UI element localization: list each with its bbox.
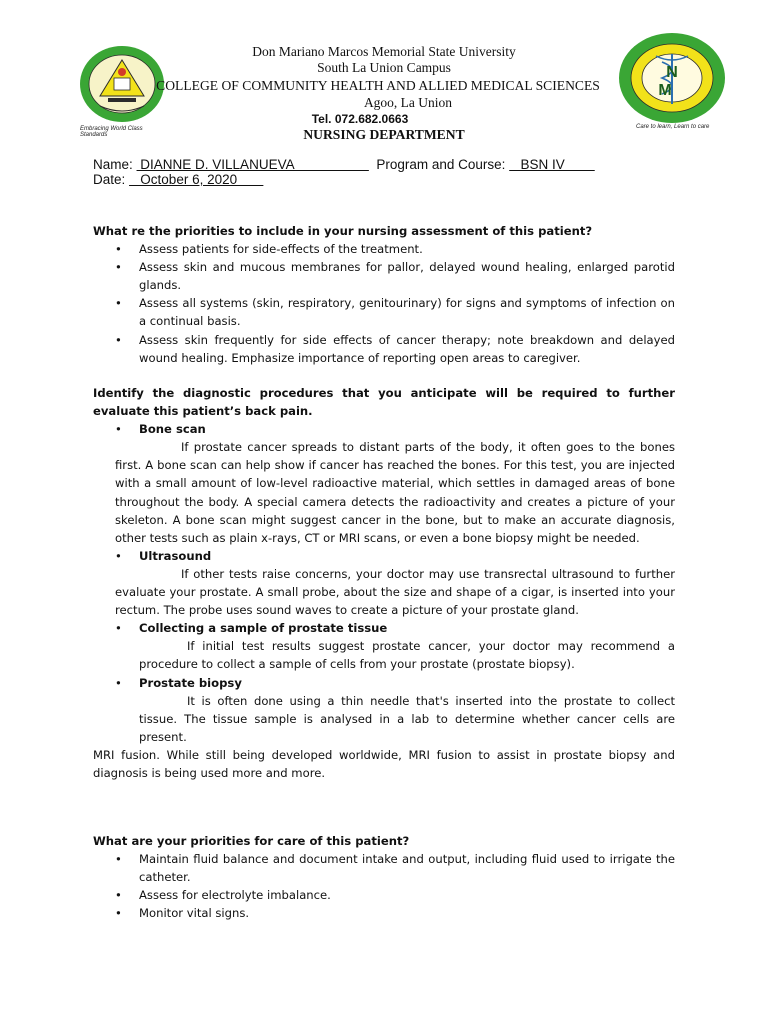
program-value: BSN IV <box>509 157 595 172</box>
list-item-text: Maintain fluid balance and document intake and output, including fluid used to irrigate the catheter. <box>139 852 675 885</box>
date-value: October 6, 2020 <box>129 172 264 187</box>
list-item-text: Assess patients for side-effects of the treatment. <box>139 242 423 257</box>
list-item <box>93 674 675 692</box>
biopsy-text: It is often done using a thin needle that's inserted into the prostate to collect tissue. The tissue sample is analysed in a lab to determine whether cancer cells are present. <box>139 693 675 744</box>
list-item-text: Monitor vital signs. <box>139 906 250 921</box>
bullet-icon: • <box>115 675 122 690</box>
bullet-icon: • <box>115 422 122 437</box>
right-logo-letters: N M <box>658 64 692 99</box>
bullet-icon: • <box>115 332 122 347</box>
list-item-text: Assess all systems (skin, respiratory, genitourinary) for signs and symptoms of infection on a continual basis. <box>139 296 675 329</box>
bone-scan-text: If prostate cancer spreads to distant parts of the body, it often goes to the bones first. A bone scan can help show if cancer has reached the bones. For this test, you are injected with a small amount of low-level radioactive material, which settles in damaged areas of bone throughout the body. A special camera detects the radioactivity and creates a picture of your skeleton. A bone scan might suggest cancer in the bone, but to make an accurate diagnosis, other tests such as plain x-rays, CT or MRI scans, or even a bone biopsy might be needed. <box>115 440 675 545</box>
date-label: Date: <box>93 172 126 187</box>
section-diagnostics <box>93 384 675 782</box>
bullet-icon: • <box>115 852 122 867</box>
bullet-icon: • <box>115 548 122 563</box>
ultrasound-text: If other tests raise concerns, your doctor may use transrectal ultrasound to further evaluate your prostate. A small probe, about the size and shape of a cigar, is inserted into your rectum. The probe uses sound waves to create a picture of your prostate gland. <box>115 566 675 618</box>
tissue-text: If initial test results suggest prostate cancer, your doctor may recommend a procedure to collect a sample of cells from your prostate (prostate biopsy). <box>139 639 675 672</box>
list-item <box>93 420 675 438</box>
question-care: What are your priorities for care of this patient? <box>93 834 410 848</box>
list-item <box>93 240 675 258</box>
telephone: Tel. 072.682.0663 <box>311 112 409 126</box>
campus-name: South La Union Campus <box>317 60 451 75</box>
bone-scan-title: Bone scan <box>139 422 206 437</box>
bullet-icon: • <box>115 242 122 257</box>
right-logo-caption: Care to learn, Learn to care <box>636 124 710 130</box>
date-row <box>93 172 263 188</box>
section-assessment <box>93 222 675 367</box>
list-item <box>93 886 675 904</box>
care-list <box>93 850 675 922</box>
list-item-text: Assess for electrolyte imbalance. <box>139 888 331 903</box>
diagnostics-list <box>93 619 675 637</box>
diagnostics-list <box>93 547 675 565</box>
name-row <box>93 157 595 173</box>
bullet-icon: • <box>115 621 122 636</box>
diagnostics-list <box>93 420 675 438</box>
location: Agoo, La Union <box>363 95 453 110</box>
biopsy-title: Prostate biopsy <box>139 675 242 690</box>
list-item <box>93 850 675 886</box>
bullet-icon: • <box>115 260 122 275</box>
question-diagnostics: Identify the diagnostic procedures that you anticipate will be required to further evaluate this patient’s back pain. <box>93 386 675 419</box>
left-logo-caption: Embracing World Class Standards <box>80 126 143 138</box>
name-value: DIANNE D. VILLANUEVA <box>136 157 369 172</box>
tissue-title: Collecting a sample of prostate tissue <box>139 621 388 636</box>
list-item <box>93 547 675 565</box>
bullet-icon: • <box>115 906 122 921</box>
name-label: Name: <box>93 157 133 172</box>
list-item-text: Assess skin and mucous membranes for pallor, delayed wound healing, enlarged parotid glands. <box>139 260 675 293</box>
college-name: COLLEGE OF COMMUNITY HEALTH AND ALLIED MEDICAL SCIENCES <box>156 78 600 93</box>
department-title: NURSING DEPARTMENT <box>303 127 465 142</box>
diagnostics-list <box>93 674 675 692</box>
list-item <box>93 331 675 367</box>
list-item-text: Assess skin frequently for side effects of cancer therapy; note breakdown and delayed wound healing. Emphasize importance of reporting open areas to caregiver. <box>139 332 675 365</box>
mri-text: MRI fusion. While still being developed worldwide, MRI fusion to assist in prostate biopsy and diagnosis is being used more and more. <box>93 747 675 780</box>
list-item <box>93 619 675 637</box>
question-assessment: What re the priorities to include in your nursing assessment of this patient? <box>93 224 593 238</box>
program-label: Program and Course: <box>376 157 506 172</box>
list-item <box>93 294 675 330</box>
list-item <box>93 258 675 294</box>
assessment-list <box>93 240 675 367</box>
ultrasound-title: Ultrasound <box>139 548 212 563</box>
bullet-icon: • <box>115 888 122 903</box>
list-item <box>93 904 675 922</box>
bullet-icon: • <box>115 296 122 311</box>
university-name: Don Mariano Marcos Memorial State University <box>252 44 516 59</box>
section-care-priorities <box>93 832 675 922</box>
